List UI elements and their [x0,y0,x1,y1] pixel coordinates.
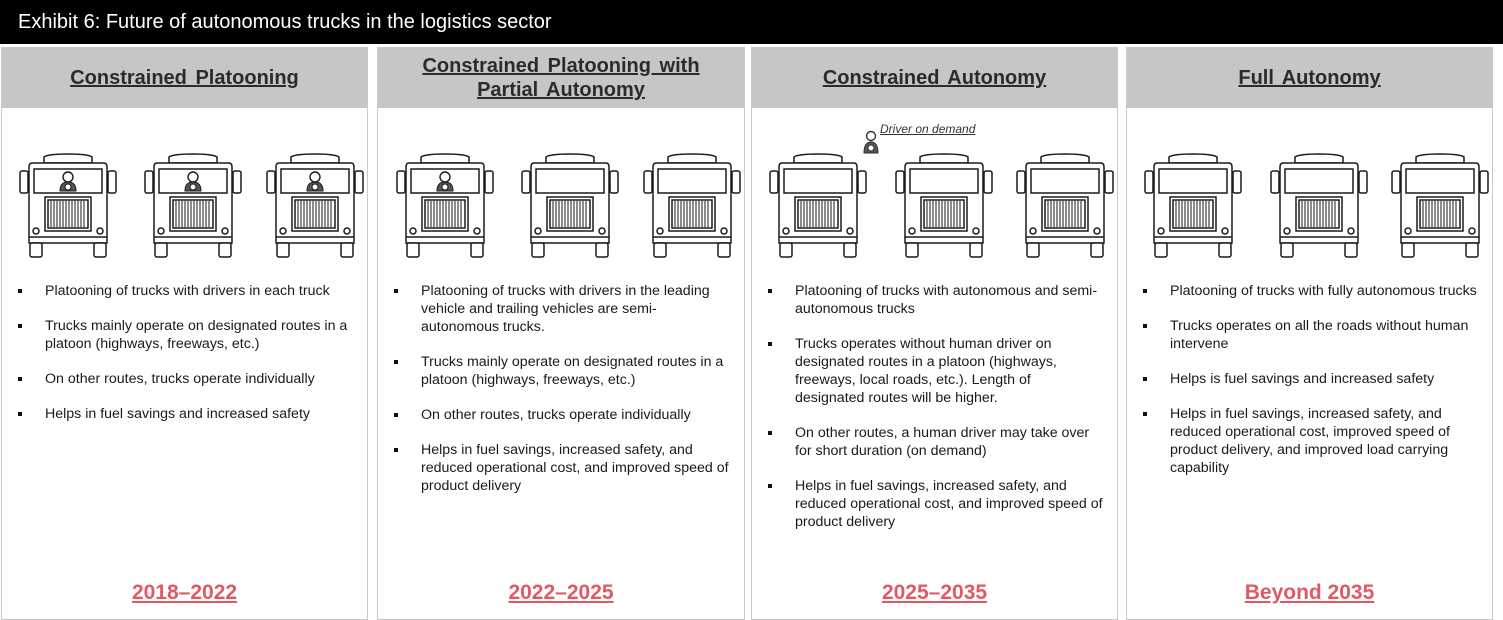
bullet-item: Helps is fuel savings and increased safety [1143,370,1478,388]
stage-column-2 [377,47,745,620]
exhibit-title: Exhibit 6: Future of autonomous trucks in the logistics sector [0,0,1503,44]
autonomous-truck-icon [520,153,620,263]
bullet-item: Helps in fuel savings, increased safety, and reduced operational cost, and improved speed of product delivery [394,441,730,495]
bullet-item: Trucks operates without human driver on designated routes in a platoon (highways, freeways, local roads, etc.). Length of designated routes will be higher. [768,335,1103,407]
truck-with-driver-icon [143,153,243,263]
truck-with-driver-icon [395,153,495,263]
bullet-item: Platooning of trucks with fully autonomous trucks [1143,282,1478,300]
stage-heading: Full Autonomy [1238,67,1381,89]
autonomous-truck-icon [894,153,994,263]
stage-column-4 [1126,47,1493,620]
bullet-item: Helps in fuel savings, increased safety, and reduced operational cost, improved speed of product delivery, and improved load carrying capability [1143,405,1478,477]
stage-years: 2022–2025 [508,581,614,604]
stage-column-1 [1,47,368,620]
stage-bullet-list [1143,282,1478,494]
bullet-item: On other routes, trucks operate individually [18,370,353,388]
truck-with-driver-icon [265,153,365,263]
bullet-item: Platooning of trucks with autonomous and semi-autonomous trucks [768,282,1103,318]
autonomous-truck-icon [642,153,742,263]
stage-heading: Constrained Platooning [70,67,299,89]
bullet-item: Helps in fuel savings, increased safety, and reduced operational cost, and improved speed of product delivery [768,477,1103,531]
truck-with-driver-icon [18,153,118,263]
stage-bullet-list [394,282,730,512]
bullet-item: Trucks operates on all the roads without human intervene [1143,317,1478,353]
stage-heading: Constrained Autonomy [822,67,1047,89]
driver-on-demand-label: Driver on demand [880,122,976,136]
stage-header-4 [1127,48,1492,108]
stage-header-1 [2,48,367,108]
stage-years: Beyond 2035 [1244,581,1375,604]
bullet-item: On other routes, trucks operate individually [394,406,730,424]
bullet-item: Platooning of trucks with drivers in each truck [18,282,353,300]
driver-on-demand-icon [862,130,880,154]
bullet-item: Helps in fuel savings and increased safety [18,405,353,423]
stage-header-3 [752,48,1117,108]
autonomous-truck-icon [1015,153,1115,263]
autonomous-truck-icon [768,153,868,263]
stage-bullet-list [18,282,353,440]
stage-bullet-list [768,282,1103,548]
stage-years: 2018–2022 [131,581,238,604]
bullet-item: Trucks mainly operate on designated routes in a platoon (highways, freeways, etc.) [18,317,353,353]
stage-heading: Constrained Platooning with Partial Autonomy [422,55,700,101]
stage-column-3 [751,47,1118,620]
bullet-item: On other routes, a human driver may take over for short duration (on demand) [768,424,1103,460]
autonomous-truck-icon [1269,153,1369,263]
bullet-item: Platooning of trucks with drivers in the leading vehicle and trailing vehicles are semi-autonomous trucks. [394,282,730,336]
stage-header-2 [378,48,744,108]
autonomous-truck-icon [1143,153,1243,263]
bullet-item: Trucks mainly operate on designated routes in a platoon (highways, freeways, etc.) [394,353,730,389]
autonomous-truck-icon [1390,153,1490,263]
stage-years: 2025–2035 [881,581,988,604]
